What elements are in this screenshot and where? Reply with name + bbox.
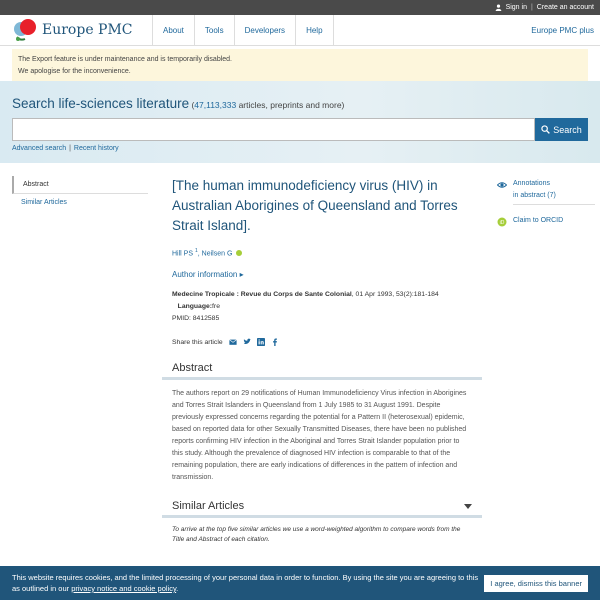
article-body [172, 176, 472, 545]
journal-name: Medecine Tropicale : Revue du Corps de Sante Colonial [172, 291, 352, 299]
pmid: PMID: 8412585 [172, 315, 220, 323]
main-nav [152, 15, 334, 45]
search-icon [541, 125, 550, 134]
create-account-link[interactable]: Create an account [536, 4, 594, 11]
share-label: Share this article [172, 338, 223, 346]
annotations-count[interactable]: in abstract (7) [513, 192, 595, 205]
privacy-policy-link[interactable]: privacy notice and cookie policy [71, 584, 177, 593]
nav-tools[interactable]: Tools [194, 15, 234, 45]
search-input[interactable] [12, 118, 535, 141]
article-metadata [172, 289, 472, 325]
article-section-nav [12, 176, 148, 211]
author-separator: , [197, 250, 200, 258]
advanced-search-link[interactable]: Advanced search [12, 145, 67, 152]
notice-line-2: We apologise for the inconvenience. [18, 68, 131, 75]
annotations-link[interactable] [497, 180, 595, 190]
abstract-text: The authors report on 29 notifications of Human Immunodeficiency Virus infection in Aborigines and Torres Strait Islanders in Queensland from 1 July 1985 to 31 August 1991. Despite previously expressed concerns regarding the potential for a Pattern II (heterosexual) epidemic, based on reported data for other Sexually Transmitted Diseases, there have been no published reports confirming HIV infection in the Aboriginal and Torres Strait Islander population prior to this study. Although the prevalence of diagnosed HIV infection is comparable to that of the remaining population, there are early indications of differences in the pattern of infection and transmission. [172, 390, 467, 482]
eye-icon [497, 180, 507, 190]
site-logo[interactable] [0, 15, 152, 45]
article-title: [The human immunodeficiency virus (HIV) in Australian Aborigines of Queensland and Torres Strait Island]. [172, 178, 458, 233]
cookie-banner [0, 566, 600, 600]
author-link-1[interactable]: Hill PS [172, 250, 194, 258]
search-links [12, 145, 588, 152]
europe-pmc-logo-icon [12, 17, 38, 43]
search-button-label: Search [553, 124, 582, 135]
sign-in-link[interactable]: Sign in [505, 4, 527, 11]
email-icon[interactable] [229, 338, 237, 346]
search-count: (47,113,333 articles, preprints and more) [189, 100, 345, 110]
article-count-link[interactable]: 47,113,333 [194, 100, 237, 110]
left-nav-similar-articles[interactable]: Similar Articles [21, 199, 67, 206]
annotations-label: Annotations [513, 180, 550, 187]
facebook-icon[interactable] [271, 338, 279, 346]
logo-text: Europe PMC [42, 22, 133, 38]
top-bar [0, 0, 600, 15]
similar-articles-heading: Similar Articles [172, 500, 245, 513]
dismiss-cookie-button[interactable]: I agree, dismiss this banner [484, 575, 588, 592]
notice-line-1: The Export feature is under maintenance and is temporarily disabled. [18, 56, 233, 63]
search-button[interactable] [535, 118, 588, 141]
similar-articles-header[interactable] [162, 500, 482, 518]
author-list [172, 248, 472, 257]
europe-pmc-plus-link[interactable]: Europe PMC plus [531, 25, 594, 35]
right-panel [497, 180, 595, 227]
recent-history-link[interactable]: Recent history [73, 145, 119, 152]
search-row [12, 118, 588, 141]
journal-details: , 01 Apr 1993, 53(2):181-184 [351, 291, 439, 299]
orcid-icon [497, 217, 507, 227]
topbar-separator: | [530, 4, 533, 11]
nav-help[interactable]: Help [295, 15, 333, 45]
user-icon [495, 4, 502, 11]
claim-orcid-label: Claim to ORCID [513, 217, 564, 224]
nav-about[interactable]: About [152, 15, 194, 45]
author-affiliation-sup: 1 [194, 248, 198, 254]
abstract-heading: Abstract [162, 362, 482, 380]
share-bar [172, 338, 472, 346]
orcid-icon[interactable] [236, 250, 242, 256]
cookie-text: This website requires cookies, and the limited processing of your personal data in order to function. By using the site you are agreeing to this as outlined in our privacy notice and cookie policy. [12, 573, 479, 593]
site-header [0, 15, 600, 46]
author-link-2[interactable]: Neilsen G [201, 250, 233, 258]
search-section [0, 81, 600, 163]
nav-developers[interactable]: Developers [234, 15, 295, 45]
similar-articles-note: To arrive at the top five similar articles we use a word-weighted algorithm to compare words from the Title and Abstract of each citation. [172, 526, 461, 544]
language-value: fre [212, 303, 220, 311]
left-nav-abstract[interactable]: Abstract [12, 176, 148, 194]
linkedin-icon[interactable] [257, 338, 265, 346]
twitter-icon[interactable] [243, 338, 251, 346]
search-title: Search life-sciences literature [12, 96, 190, 111]
chevron-down-icon[interactable] [464, 504, 472, 509]
author-information-toggle[interactable]: Author information ▸ [172, 270, 244, 280]
svg-text:iD: iD [499, 220, 505, 226]
claim-orcid-link[interactable] [497, 217, 595, 227]
main-content [0, 176, 600, 600]
search-links-separator: | [69, 145, 71, 152]
maintenance-notice [12, 49, 588, 81]
language-label: Language: [177, 303, 213, 311]
